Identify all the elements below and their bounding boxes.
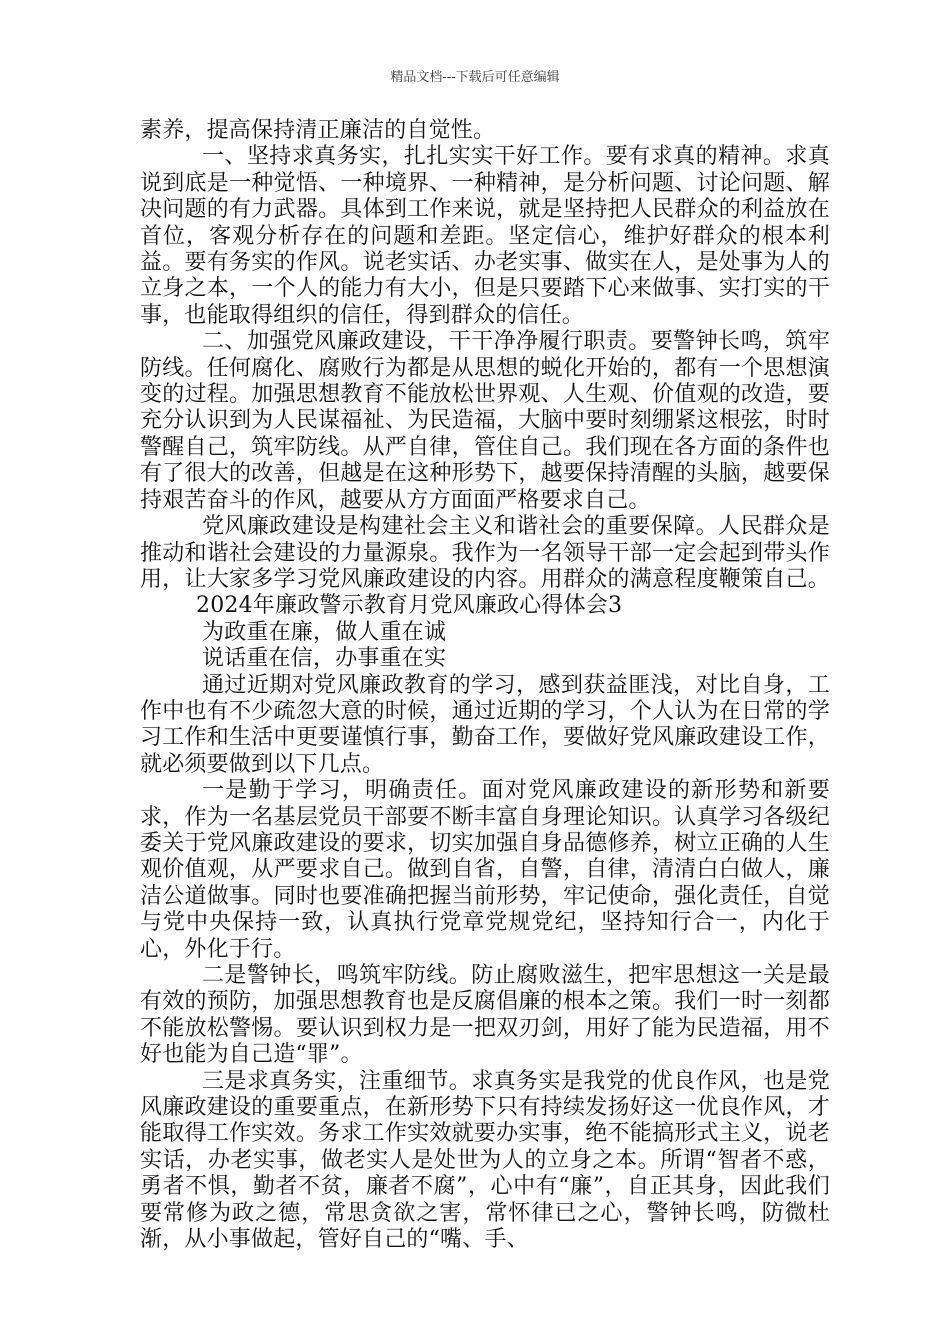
paragraph: 说话重在信，办事重在实 xyxy=(202,646,447,672)
paragraph: 一是勤于学习，明确责任。面对党风廉政建设的新形势和新要求，作为一名基层党员干部要不断丰富自身理论知识。认真学习各级纪委关于党风廉政建设的要求，切实加强自身品德修养，树立正确的人生观价值观，从严要求自己。做到自省，自警，自律，清清白白做人，廉洁公道做事。同时也要准确把握当前形势，牢记使命，强化责任，自觉与党中央保持一致，认真执行党章党规党纪，坚持知行合一，内化于心，外化于行。 xyxy=(140,778,830,962)
paragraph-text: 党风廉政建设是构建社会主义和谐社会的重要保障。人民群众是推动和谐社会建设的力量源泉。我作为一名领导干部一定会起到带头作用，让大家多学习党风廉政建设的内容。用群众的满意程度鞭策自己。 xyxy=(140,514,830,592)
paragraph: 通过近期对党风廉政教育的学习，感到获益匪浅，对比自身，工作中也有不少疏忽大意的时候，通过近期的学习，个人认为在日常的学习工作和生活中更要谨慎行事，勤奋工作，要做好党风廉政建设工作，就必须要做到以下几点。 xyxy=(140,672,830,777)
paragraph: 二是警钟长，鸣筑牢防线。防止腐败滋生，把牢思想这一关是最有效的预防，加强思想教育也是反腐倡廉的根本之策。我们一时一刻都不能放松警惕。要认识到权力是一把双刃剑，用好了能为民造福，用不好也能为自己造“罪”。 xyxy=(140,963,830,1068)
paragraph: 素养，提高保持清正廉洁的自觉性。 xyxy=(140,118,496,143)
page-header: 精品文档---下载后可任意编辑 xyxy=(390,70,560,85)
document-body xyxy=(140,118,830,1253)
paragraph: 二、加强党风廉政建设，干干净净履行职责。要警钟长鸣，筑牢防线。任何腐化、腐败行为都是从思想的蜕化开始的，都有一个思想演变的过程。加强思想教育不能放松世界观、人生观、价值观的改造，要充分认识到为人民谋福祉、为民造福，大脑中要时刻绷紧这根弦，时时警醒自己，筑牢防线。从严自律，管住自己。我们现在各方面的条件也有了很大的改善，但越是在这种形势下，越要保持清醒的头脑，越要保持艰苦奋斗的作风，越要从方方面面严格要求自己。 xyxy=(140,329,830,513)
paragraph xyxy=(140,514,830,620)
paragraph: 一、坚持求真务实，扎扎实实干好工作。要有求真的精神。求真说到底是一种觉悟、一种境界、一种精神，是分析问题、讨论问题、解决问题的有力武器。具体到工作来说，就是坚持把人民群众的利益放在首位，客观分析存在的问题和差距。坚定信心，维护好群众的根本利益。要有务实的作风。说老实话、办老实事、做实在人，是处事为人的立身之本，一个人的能力有大小，但是只要踏下心来做事、实打实的干事，也能取得组织的信任，得到群众的信任。 xyxy=(140,144,830,328)
paragraph: 三是求真务实，注重细节。求真务实是我党的优良作风，也是党风廉政建设的重要重点，在新形势下只有持续发扬好这一优良作风，才能取得工作实效。务求工作实效就要办实事，绝不能搞形式主义，说老实话，办老实事，做老实人是处世为人的立身之本。所谓“智者不惑，勇者不惧，勤者不贫，廉者不腐”，心中有“廉”，自正其身，因此我们要常修为政之德，常思贪欲之害，常怀律已之心，警钟长鸣，防微杜渐，从小事做起，管好自己的“嘴、手、 xyxy=(140,1068,830,1253)
section-title: 2024年廉政警示教育月党风廉政心得体会3 xyxy=(196,593,623,619)
paragraph: 为政重在廉，做人重在诚 xyxy=(202,619,447,645)
